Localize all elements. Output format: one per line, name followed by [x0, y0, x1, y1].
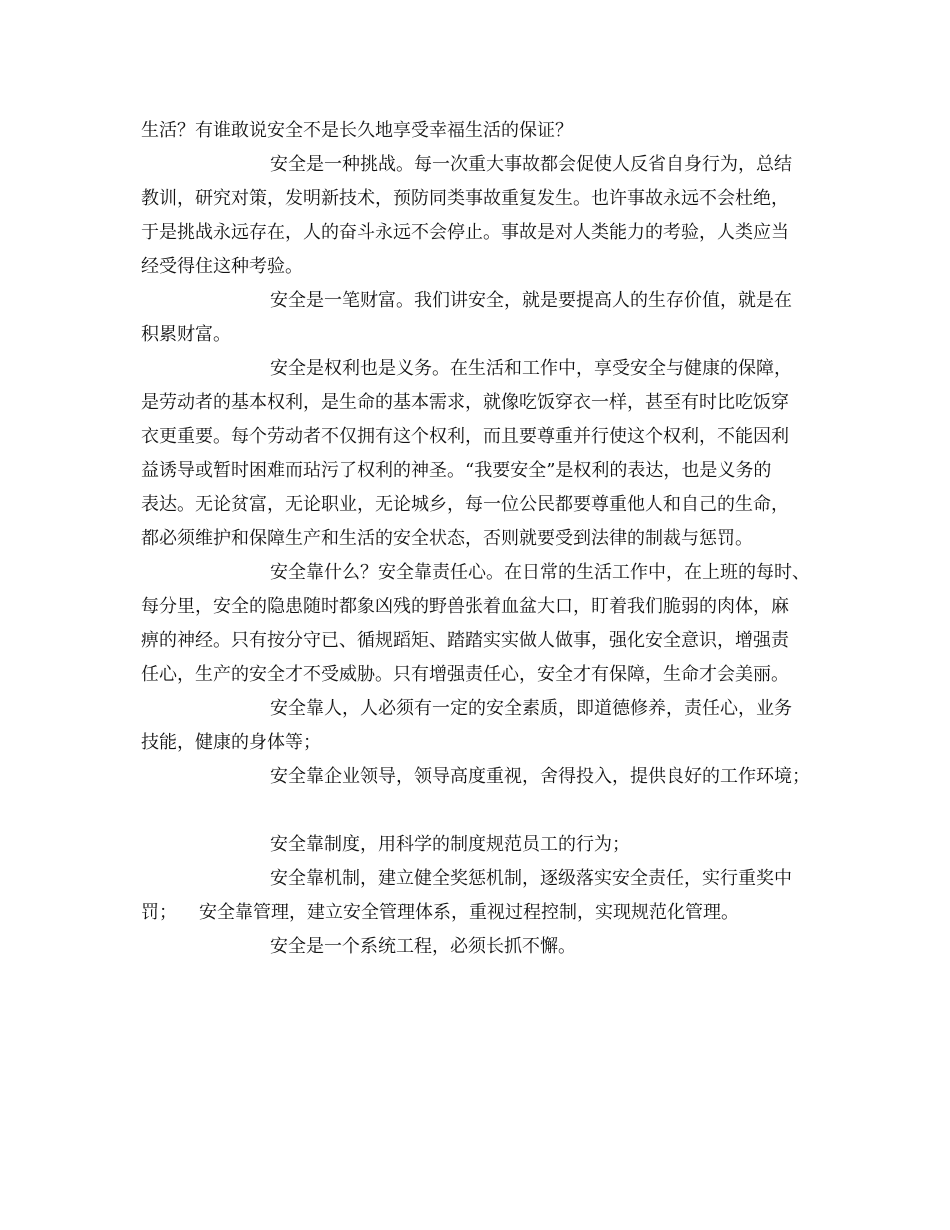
text-line: 教训，研究对策，发明新技术，预防同类事故重复发生。也许事故永远不会杜绝， — [141, 188, 789, 209]
text-line: 经受得住这种考验。 — [141, 256, 303, 277]
text-line: 生活？有谁敢说安全不是长久地享受幸福生活的保证？ — [141, 120, 573, 141]
paragraph-leadership: 安全靠企业领导，领导高度重视，舍得投入，提供良好的工作环境； — [270, 766, 810, 787]
document-body — [141, 114, 831, 964]
paragraph-challenge-start: 安全是一种挑战。每一次重大事故都会促使人反省自身行为，总结 — [270, 154, 792, 175]
text-segment: 安全靠管理，建立安全管理体系，重视过程控制，实现规范化管理。 — [199, 902, 739, 923]
paragraph-people-start: 安全靠人，人必须有一定的安全素质，即道德修养，责任心，业务 — [270, 698, 792, 719]
text-line: 益诱导或暂时困难而玷污了权利的神圣。“我要安全”是权利的表达，也是义务的 — [141, 460, 772, 481]
text-line: 衣更重要。每个劳动者不仅拥有这个权利，而且要尊重并行使这个权利，不能因利 — [141, 426, 789, 447]
text-line: 痹的神经。只有按分守已、循规蹈矩、踏踏实实做人做事，强化安全意识，增强责 — [141, 630, 789, 651]
paragraph-system-engineering: 安全是一个系统工程，必须长抓不懈。 — [270, 936, 576, 957]
blank-line — [141, 794, 831, 828]
text-line: 是劳动者的基本权利，是生命的基本需求，就像吃饭穿衣一样，甚至有时比吃饭穿 — [141, 392, 789, 413]
paragraph-system: 安全靠制度，用科学的制度规范员工的行为； — [270, 834, 630, 855]
text-line: 于是挑战永远存在，人的奋斗永远不会停止。事故是对人类能力的考验，人类应当 — [141, 222, 789, 243]
text-line: 技能，健康的身体等； — [141, 732, 321, 753]
paragraph-mechanism-start: 安全靠机制，建立健全奖惩机制，逐级落实安全责任，实行重奖中 — [270, 868, 792, 889]
paragraph-wealth-start: 安全是一笔财富。我们讲安全，就是要提高人的生存价值，就是在 — [270, 290, 792, 311]
paragraph-responsibility-start: 安全靠什么？安全靠责任心。在日常的生活工作中，在上班的每时、 — [270, 562, 810, 583]
paragraph-rights-start: 安全是权利也是义务。在生活和工作中，享受安全与健康的保障， — [270, 358, 792, 379]
text-line-mixed — [141, 896, 831, 930]
text-segment: 罚； — [141, 902, 177, 923]
text-line: 都必须维护和保障生产和生活的安全状态，否则就要受到法律的制裁与惩罚。 — [141, 528, 753, 549]
text-line: 每分里，安全的隐患随时都象凶残的野兽张着血盆大口，盯着我们脆弱的肉体，麻 — [141, 596, 789, 617]
text-line: 任心，生产的安全才不受威胁。只有增强责任心，安全才有保障，生命才会美丽。 — [141, 664, 789, 685]
text-line: 表达。无论贫富，无论职业，无论城乡，每一位公民都要尊重他人和自己的生命， — [141, 494, 789, 515]
text-line: 积累财富。 — [141, 324, 231, 345]
